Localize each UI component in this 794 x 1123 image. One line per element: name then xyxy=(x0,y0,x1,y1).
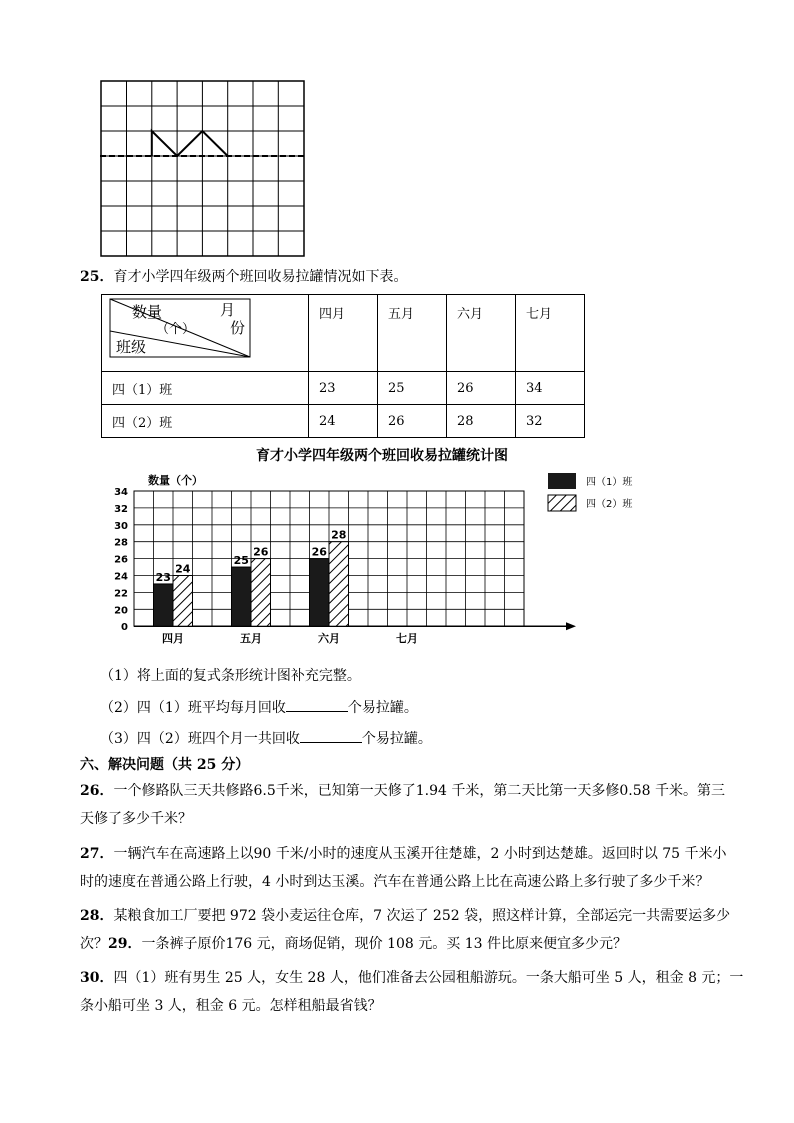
grid-lines xyxy=(101,81,304,256)
problem-27-text1: 一辆汽车在高速路上以90 千米/小时的速度从玉溪开往楚雄，2 小时到达楚雄。返回时以 75 千米小 xyxy=(113,846,727,862)
y-tick-label: 22 xyxy=(114,588,128,600)
subq-3-before: （3）四（2）班四个月一共回收 xyxy=(100,731,300,747)
chart-legend xyxy=(548,473,632,511)
y-ticks xyxy=(114,487,128,633)
y-tick-label: 32 xyxy=(114,503,128,515)
y-tick-label: 34 xyxy=(114,487,128,498)
subq-2 xyxy=(100,697,418,717)
problem-26-line2: 天修了多少千米？ xyxy=(80,811,192,827)
corner-class: 班级 xyxy=(116,338,147,356)
problem-26-number: 26． xyxy=(80,783,114,799)
corner-month: 月 xyxy=(220,301,236,319)
table-corner-cell xyxy=(102,295,309,372)
table-header-month: 五月 xyxy=(378,295,447,372)
bar-value-label: 24 xyxy=(175,562,191,576)
bar-class2 xyxy=(251,559,271,627)
bar-value-label: 28 xyxy=(331,528,347,542)
bar-value-label: 26 xyxy=(253,545,269,559)
table-cell: 32 xyxy=(516,405,585,438)
problem-26-line1 xyxy=(80,782,725,800)
subq-3 xyxy=(100,728,432,748)
cans-table xyxy=(101,294,585,438)
bar-chart xyxy=(96,440,656,655)
q25-line xyxy=(80,268,407,286)
y-tick-label: 20 xyxy=(114,605,128,617)
problem-27-number: 27． xyxy=(80,846,114,862)
problem-28-number: 28． xyxy=(80,908,114,924)
corner-fen: 份 xyxy=(230,319,246,337)
subq-2-before: （2）四（1）班平均每月回收 xyxy=(100,700,286,716)
subq-2-after: 个易拉罐。 xyxy=(347,700,418,716)
corner-quantity: 数量 xyxy=(132,303,163,321)
bar-value-label: 23 xyxy=(155,570,171,584)
table-cell: 28 xyxy=(447,405,516,438)
bar-value-label: 26 xyxy=(311,545,327,559)
legend-label-class1: 四（1）班 xyxy=(586,477,633,488)
x-tick-label: 七月 xyxy=(396,632,418,646)
x-axis-arrow xyxy=(566,622,576,630)
legend-label-class2: 四（2）班 xyxy=(586,499,633,510)
table-cell: 24 xyxy=(309,405,378,438)
table-header-month: 七月 xyxy=(516,295,585,372)
problem-30-number: 30． xyxy=(80,970,114,986)
problem-28-29-line xyxy=(80,935,627,953)
x-tick-label: 四月 xyxy=(162,632,184,646)
bar-value-label: 25 xyxy=(233,554,249,568)
corner-unit: （个） xyxy=(156,322,196,337)
chart-grid xyxy=(134,491,576,630)
problem-27-line2: 时的速度在普通公路上行驶，4 小时到达玉溪。汽车在普通公路上比在高速公路上多行驶了多少千米？ xyxy=(80,874,710,890)
table-cell: 23 xyxy=(309,372,378,405)
y-tick-label: 28 xyxy=(114,537,128,549)
problem-28-text2: 次？ xyxy=(80,936,108,952)
table-row-name: 四（1）班 xyxy=(102,372,309,405)
subq-1: （1）将上面的复式条形统计图补充完整。 xyxy=(100,668,361,684)
bar-class2 xyxy=(173,576,193,627)
bar-class1 xyxy=(310,559,330,627)
problem-27-line1 xyxy=(80,845,727,863)
problem-30-line2: 条小船可坐 3 人，租金 6 元。怎样租船最省钱？ xyxy=(80,998,382,1014)
table-cell: 26 xyxy=(378,405,447,438)
chart-title: 育才小学四年级两个班回收易拉罐统计图 xyxy=(256,448,508,464)
problem-30-line1 xyxy=(80,969,743,987)
table-header-month: 四月 xyxy=(309,295,378,372)
table-row xyxy=(102,372,585,405)
problem-28-line1 xyxy=(80,907,730,925)
answer-blank[interactable] xyxy=(300,728,362,743)
bar-class1 xyxy=(232,567,252,626)
table-row xyxy=(102,405,585,438)
grid-figure xyxy=(100,80,306,258)
zigzag-shape xyxy=(152,131,228,156)
y-tick-label: 0 xyxy=(121,622,128,634)
answer-blank[interactable] xyxy=(286,697,348,712)
table-header-month: 六月 xyxy=(447,295,516,372)
corner-diagonal xyxy=(102,295,308,367)
y-tick-label: 26 xyxy=(114,554,128,566)
q25-number: 25． xyxy=(80,269,114,285)
table-cell: 34 xyxy=(516,372,585,405)
problem-29-text: 一条裤子原价176 元，商场促销，现价 108 元。买 13 件比原来便宜多少元？ xyxy=(141,936,627,952)
x-tick-label: 五月 xyxy=(240,632,262,646)
table-cell: 25 xyxy=(378,372,447,405)
y-tick-label: 30 xyxy=(114,520,128,532)
subq-3-after: 个易拉罐。 xyxy=(361,731,432,747)
bar-class2 xyxy=(329,542,349,627)
x-labels xyxy=(162,631,418,645)
x-tick-label: 六月 xyxy=(318,632,340,646)
y-tick-label: 24 xyxy=(114,571,128,583)
legend-swatch-class2 xyxy=(548,495,576,511)
problem-26-text1: 一个修路队三天共修路6.5千米，已知第一天修了1.94 千米，第二天比第一天多修0.58 千米。第三 xyxy=(113,783,725,799)
legend-swatch-class1 xyxy=(548,473,576,489)
q25-text: 育才小学四年级两个班回收易拉罐情况如下表。 xyxy=(113,269,408,285)
bar-class1 xyxy=(154,584,174,626)
problem-28-text1: 某粮食加工厂要把 972 袋小麦运往仓库，7 次运了 252 袋，照这样计算，全部运完一共需要运多少 xyxy=(113,908,731,924)
chart-ylabel: 数量（个） xyxy=(148,474,203,487)
problem-30-text1: 四（1）班有男生 25 人，女生 28 人，他们准备去公园租船游玩。一条大船可坐 5 人，租金 8 元；一 xyxy=(113,970,744,986)
problem-29-number: 29． xyxy=(108,936,142,952)
table-row-name: 四（2）班 xyxy=(102,405,309,438)
section-6-title: 六、解决问题（共 25 分） xyxy=(80,757,250,773)
table-cell: 26 xyxy=(447,372,516,405)
